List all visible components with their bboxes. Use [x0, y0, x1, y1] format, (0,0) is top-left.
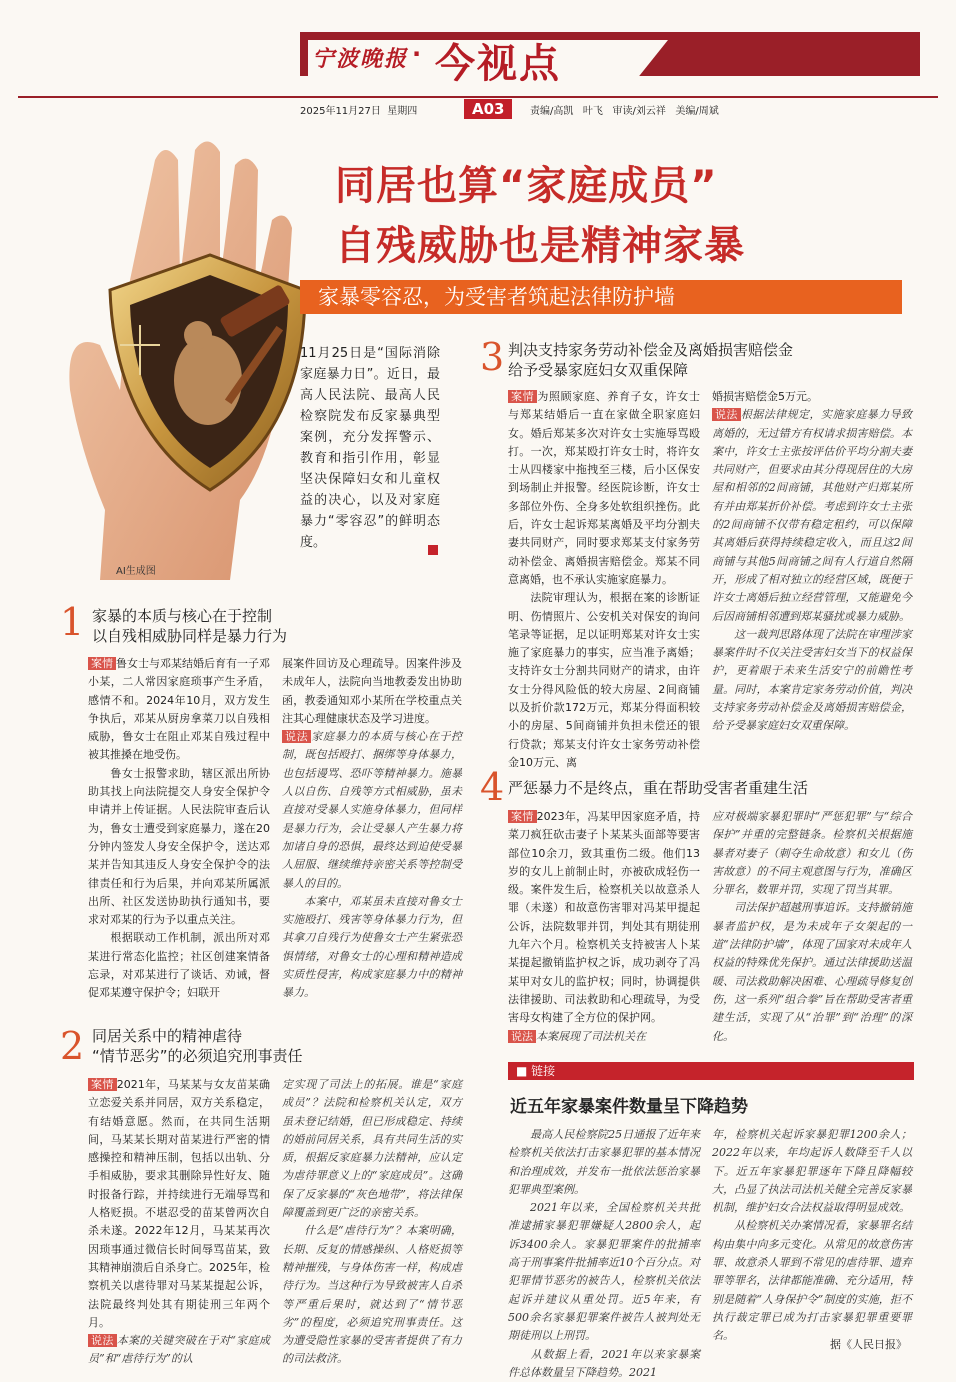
paragraph-text: 婚损害赔偿金5万元。: [712, 390, 818, 403]
hand-shield-illustration: [60, 130, 330, 580]
case-tag: 案情: [88, 1078, 117, 1091]
paragraph: [712, 406, 912, 626]
paragraph: [88, 1076, 270, 1332]
paragraph: [712, 1126, 912, 1217]
page-number: A03: [464, 99, 512, 119]
section-3-col2: [712, 388, 912, 736]
section-4-col2: [712, 808, 912, 1046]
credit-editor2: 叶飞: [582, 106, 603, 117]
paragraph: [508, 1028, 700, 1046]
masthead: [300, 18, 940, 98]
section-2-col1: [88, 1076, 270, 1369]
paragraph: [508, 589, 700, 772]
link-label: 链接: [531, 1064, 556, 1078]
comment-tag: 说法: [282, 730, 311, 743]
paragraph-text: 2021年以来，全国检察机关共批准逮捕家暴犯罪嫌疑人2800余人，起诉3400余人。家暴犯罪案件的批捕率高于刑事案件批捕率近10个百分点。对犯罪情节恶劣的被告人，检察机关依法起诉并建议从重处罚。近5年来，有500余名家暴犯罪案件被告人被判处无期徒刑以上刑罚。: [508, 1201, 700, 1343]
comment-tag: 说法: [712, 408, 741, 421]
illustration-hand: [60, 130, 330, 580]
paragraph-text: 从检察机关办案情况看，家暴罪名结构由集中向多元变化。从常见的故意伤害罪、故意杀人罪到不常见的虐待罪、遗弃罪等罪名，法律都能准确、充分适用，特别是随着“人身保护令”制度的实施，拒不执行裁定罪已成为打击家暴犯罪重要罪名。: [712, 1219, 912, 1343]
case-tag: 案情: [508, 810, 537, 823]
paragraph: [88, 765, 270, 930]
paragraph: [282, 1222, 462, 1368]
comment-tag: 说法: [88, 1334, 117, 1347]
paragraph-text: 法院审理认为，根据在案的诊断证明、伤情照片、公安机关对保安的询问笔录等证据，足以证明郑某对许女士实施了家庭暴力的事实，应当准予离婚；支持许女士分割共同财产的请求，由许女士分得风险低的较大房屋、2间商铺以及折价款172万元，郑某分得面积较小的房屋、5间商铺并负担未偿还的银行贷款；郑某支付许女士家务劳动补偿金10万元、离: [508, 591, 700, 769]
case-tag: 案情: [88, 657, 116, 670]
weekday: 星期四: [387, 106, 418, 117]
paragraph-text: 展案件回访及心理疏导。因案件涉及未成年人，法院向当地教委发出协助函，教委通知邓小某所在学校重点关注其心理健康状态及学习进度。: [282, 657, 462, 725]
credits: [530, 102, 719, 117]
paragraph: [282, 1076, 462, 1222]
paragraph: [712, 388, 912, 406]
paragraph-text: 本案中，邓某虽未直接对鲁女士实施殴打、残害等身体暴力行为，但其拿刀自残行为使鲁女士产生紧张恐惧情绪，对鲁女士的心理和精神造成实质性侵害，构成家庭暴力中的精神暴力。: [282, 894, 462, 1000]
section-1-col1: [88, 655, 270, 1003]
section-2-heading: [92, 1026, 303, 1066]
section-name: 今视点: [435, 41, 561, 87]
paragraph: [88, 655, 270, 765]
section-3-heading-line2: 给予受暴家庭妇女双重保障: [508, 361, 689, 379]
paragraph: [712, 899, 912, 1045]
case-tag: 案情: [508, 390, 537, 403]
source-credit: 据《人民日报》: [830, 1338, 907, 1351]
intro-text: 11月25日是“国际消除家庭暴力日”。近日，最高人民法院、最高人民检察院发布反家暴典型案例，充分发挥警示、教育和指引作用，彰显坚决保障妇女和儿童权益的决心，以及对家庭暴力“零容忍”的鲜明态度。: [300, 346, 440, 550]
paragraph: [282, 655, 462, 728]
section-2-number: 2: [60, 1024, 85, 1068]
masthead-rule: [18, 96, 938, 98]
paragraph-text: 根据法律规定，实施家庭暴力导致离婚的，无过错方有权请求损害赔偿。本案中，许女士主张按评估价平均分割夫妻共同财产，但要求由其分得现居住的大房屋和相邻的2间商铺，其他财产归郑某所有并由郑某折价补偿。考虑到许女士主张的2间商铺不仅带有稳定租约，可以保障其离婚后获得持续稳定收入，而且这2间商铺与其他5间商铺之间有人行道自然隔开，形成了相对独立的经营区域，既便于许女士离婚后独立经营管理，又能避免今后因商铺相邻遭到郑某骚扰或暴力威胁。: [712, 408, 912, 623]
paragraph-text: 本案展现了司法机关在: [536, 1029, 646, 1043]
link-bar: [508, 1062, 914, 1080]
paragraph: [508, 388, 700, 589]
section-2-heading-line2: “情节恶劣”的必须追究刑事责任: [92, 1047, 303, 1065]
section-1-number: 1: [60, 600, 85, 644]
paragraph-text: 鲁女士报警求助，辖区派出所协助其找上向法院提交人身安全保护令申请并上传证据。人民法院审查后认为，鲁女士遭受到家庭暴力，遂在20分钟内签发人身安全保护令，送达邓某并告知其违反人身安全保护令的法律责任和行为后果，并向邓某所属派出所、社区发送协助执行通知书，要求对邓某的行为予以重点关注。: [88, 766, 270, 927]
paragraph: [712, 626, 912, 736]
paragraph: [508, 1126, 700, 1199]
section-3-col1: [508, 388, 700, 772]
paragraph-text: 为照顾家庭、养育子女，许女士与郑某结婚后一直在家做全职家庭妇女。婚后郑某多次对许女士实施辱骂殴打。一次，郑某殴打许女士时，将许女士从四楼家中拖拽至三楼，后小区保安到场制止并报警。经医院诊断，许女士多部位外伤、全身多处软组织挫伤。此后，许女士起诉郑某离婚及平均分割夫妻共同财产，同时要求郑某支付家务劳动补偿金、离婚损害赔偿金。郑某不同意离婚，也不承认实施家庭暴力。: [508, 390, 701, 586]
paragraph: [508, 1199, 700, 1345]
paragraph-text: 什么是“虐待行为”？本案明确，长期、反复的情感操纵、人格贬损等精神摧残，与身体伤害一样，构成虐待行为。当这种行为导致被害人自杀等严重后果时，就达到了“情节恶劣”的程度，必须追究刑事责任。这为遭受隐性家暴的受害者提供了有力的司法救济。: [282, 1224, 462, 1366]
section-3-heading-line1: 判决支持家务劳动补偿金及离婚损害赔偿金: [508, 341, 794, 359]
link-col2: [712, 1126, 912, 1346]
intro-end-mark: [428, 545, 438, 555]
paragraph-text: 司法保护超越刑事追诉。支持撤销施暴者监护权，是为未成年子女架起的一道“法律防护墙”，体现了国家对未成年人权益的特殊优先保护。通过法律援助送温暖、司法救助解决困难、心理疏导修复创伤，这一系列“组合拳”旨在帮助受害者重建生活，实现了从“治罪”到“治理”的深化。: [712, 901, 912, 1043]
date: 2025年11月27日: [300, 106, 381, 117]
paragraph-text: 本案的关键突破在于对“家庭成员”和“虐待行为”的认: [88, 1334, 270, 1366]
headline-line1: 同居也算“家庭成员”: [335, 163, 718, 209]
section-3-number: 3: [480, 335, 505, 379]
section-1-heading-line1: 家暴的本质与核心在于控制: [92, 607, 273, 625]
section-1-col2: [282, 655, 462, 1003]
credit-reviewer: 审读/刘云祥: [612, 106, 666, 117]
paragraph-text: 根据联动工作机制，派出所对邓某进行常态化监控；社区创建案情备忘录，对邓某进行了谈话、劝诫，督促邓某遵守保护令；妇联开: [88, 931, 270, 1000]
subheadline: 家暴零容忍，为受害者筑起法律防护墙: [300, 280, 902, 314]
credit-editor: 责编/高凯: [530, 106, 574, 117]
paragraph-text: 最高人民检察院25日通报了近年来检察机关依法打击家暴犯罪的基本情况和治理成效，并发布一批依法惩治家暴犯罪典型案例。: [508, 1128, 700, 1196]
paragraph: [712, 808, 912, 899]
paragraph: [508, 808, 700, 1028]
section-1-heading: [92, 606, 287, 646]
image-caption: AI生成图: [116, 566, 156, 577]
paragraph: [282, 728, 462, 893]
paragraph-text: 应对极端家暴犯罪时“严惩犯罪”与“综合保护”并重的完整链条。检察机关根据施暴者对妻子（刺夺生命故意）和女儿（伤害故意）的不同主观意图与行为，准确区分罪名，数罪并罚，实现了罚当其罪。: [712, 810, 912, 897]
issue-date: [300, 102, 417, 117]
section-4-heading: 严惩暴力不是终点，重在帮助受害者重建生活: [508, 779, 809, 797]
paragraph: [508, 1346, 700, 1382]
paragraph-text: 定实现了司法上的拓展。谁是“家庭成员”？法院和检察机关认定，双方虽未登记结婚，但已形成稳定、持续的婚前同居关系，具有共同生活的实质，根据反家庭暴力法精神，应认定为虐待罪意义上的“家庭成员”。这确保了反家暴的“灰色地带”，将法律保障覆盖到更广泛的亲密关系。: [282, 1078, 462, 1220]
paragraph: [88, 1332, 270, 1369]
section-1-heading-line2: 以自残相威胁同样是暴力行为: [92, 627, 288, 645]
section-2-heading-line1: 同居关系中的精神虐待: [92, 1027, 243, 1045]
paragraph-text: 这一裁判思路体现了法院在审理涉家暴案件时不仅关注受害妇女当下的权益保护，更着眼于未来生活安宁的前瞻性考量。同时，本案肯定家务劳动价值，判决支持家务劳动补偿金及离婚损害赔偿金，给予受暴家庭妇女双重保障。: [712, 627, 912, 733]
paragraph-text: 年，检察机关起诉家暴犯罪1200余人；2022年以来，年均起诉人数降至千人以下。近五年家暴犯罪逐年下降且降幅较大，凸显了执法司法机关健全完善反家暴机制，维护妇女合法权益取得明显成效。: [712, 1128, 912, 1215]
link-square-icon: ■: [516, 1064, 528, 1078]
paragraph: [88, 929, 270, 1002]
paragraph-text: 从数据上看，2021年以来家暴案件总体数量呈下降趋势。2021: [508, 1347, 700, 1379]
section-3-heading: [508, 340, 793, 380]
paragraph-text: 鲁女士与邓某结婚后育有一子邓小某，二人常因家庭琐事产生矛盾，感情不和。2024年10月，双方发生争执后，邓某从厨房拿菜刀以自残相威胁，鲁女士在阻止邓某自残过程中被其推搡在地受伤。: [88, 657, 270, 762]
headline-line2: 自残威胁也是精神家暴: [335, 223, 745, 269]
section-4-col1: [508, 808, 700, 1046]
credit-designer: 美编/周斌: [675, 106, 719, 117]
section-4-number: 4: [480, 765, 505, 809]
paragraph: [282, 893, 462, 1003]
link-col1: [508, 1126, 700, 1382]
paragraph-text: 2021年，马某某与女友苗某确立恋爱关系并同居，双方关系稳定，有结婚意愿。然而，在共同生活期间，马某某长期对苗某进行严密的情感操控和精神压制，包括以出轨、分手相威胁，要求其删除异性好友、随时报备行踪，并持续进行无端辱骂和人格贬损。不堪忍受的苗某曾两次自杀未遂。2022年12月，马某某再次因琐事通过微信长时间辱骂苗某，致其精神崩溃后自杀身亡。2025年，检察机关以虐待罪对马某某提起公诉，法院最终判处其有期徒刑三年两个月。: [88, 1078, 271, 1329]
paragraph-text: 2023年，冯某甲因家庭矛盾，持菜刀疯狂砍击妻子卜某某头面部等要害部位10余刀，致其重伤二级。他们13岁的女儿上前制止时，亦被砍成轻伤一级。案件发生后，检察机关以故意杀人罪（未遂）和故意伤害罪对冯某甲提起公诉，法院数罪并罚，判处其有期徒刑九年六个月。检察机关支持被害人卜某某提起撤销监护权之诉，成功剥夺了冯某甲对女儿的监护权；同时，协调提供法律援助、司法救助和心理疏导，为受害母女构建了全方位的保护网。: [508, 810, 700, 1025]
masthead-dot: ·: [412, 40, 422, 68]
paragraph-text: 家庭暴力的本质与核心在于控制，既包括殴打、捆绑等身体暴力，也包括谩骂、恐吓等精神暴力。施暴人以自伤、自残等方式相威胁，虽未直接对受暴人实施身体暴力，但同样是暴力行为，会让受暴人产生暴力将加诸自身的恐惧，最终达到迫使受暴人屈服、继续维持亲密关系等控制受暴人的目的。: [282, 730, 463, 890]
comment-tag: 说法: [508, 1030, 536, 1043]
paragraph: [712, 1217, 912, 1345]
section-2-col2: [282, 1076, 462, 1369]
link-heading: 近五年家暴案件数量呈下降趋势: [510, 1097, 748, 1117]
paper-name: 宁波晚报: [312, 46, 409, 72]
